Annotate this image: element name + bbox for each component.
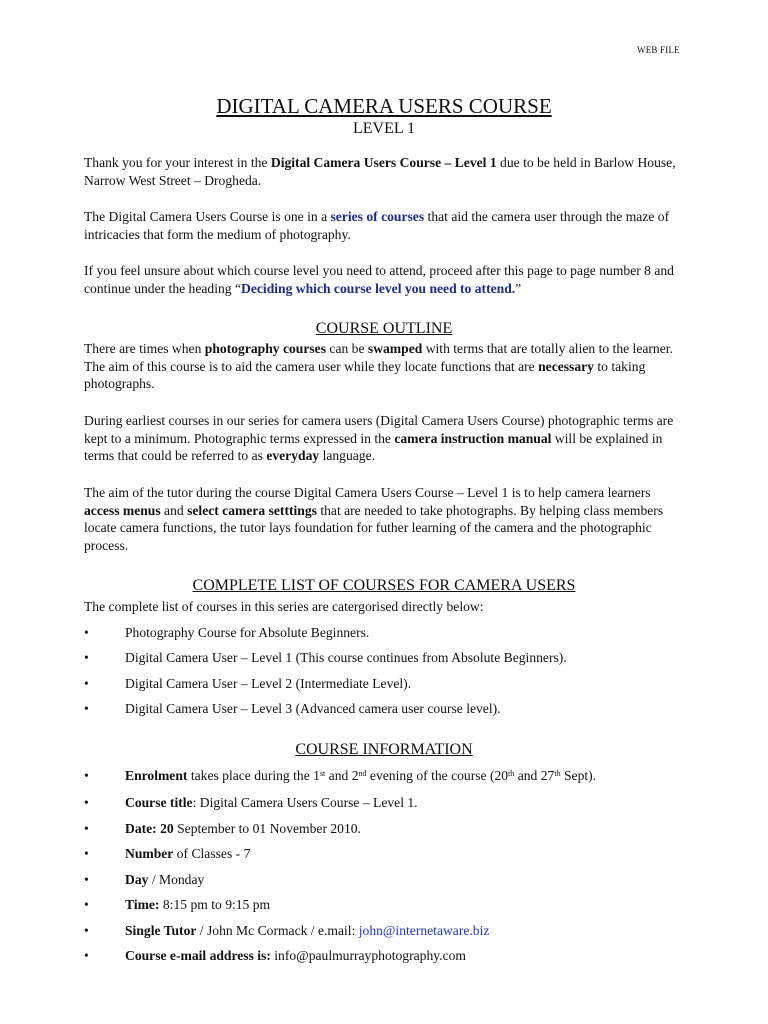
course-list-intro: The complete list of courses in this series are catergorised directly below: (84, 599, 484, 614)
outline-paragraph-1: There are times when photography courses can be swamped with terms that are totally alien to the learner. The aim of this course is to aid the camera user while they locate functions that are necessary to taking photographs. (84, 341, 673, 391)
document-subtitle: LEVEL 1 (352, 120, 416, 137)
course-information-heading: COURSE INFORMATION (295, 741, 473, 758)
course-outline-heading: COURSE OUTLINE (315, 320, 453, 337)
intro-paragraph-1: Thank you for your interest in the Digital Camera Users Course – Level 1 due to be held in Barlow House, Narrow West Street – Drogheda. (84, 155, 676, 188)
web-file-tag: WEB FILE (637, 45, 680, 55)
course-list-heading: COMPLETE LIST OF COURSES FOR CAMERA USERS (192, 577, 576, 594)
deciding-course-level-link[interactable]: Deciding which course level you need to attend. (241, 280, 516, 296)
document-title: DIGITAL CAMERA USERS COURSE (216, 94, 552, 118)
intro-paragraph-3: If you feel unsure about which course level you need to attend, proceed after this page to page number 8 and continue under the heading “Deciding which course level you need to attend.” (84, 263, 674, 296)
series-of-courses-link[interactable]: series of courses (330, 209, 425, 224)
tutor-email-link[interactable]: john@internetaware.biz (358, 923, 490, 938)
outline-paragraph-3: The aim of the tutor during the course Digital Camera Users Course – Level 1 is to help camera learners access menus and select camera setttings that are needed to take photographs. By helping class members locate camera functions, the tutor lays foundation for futher learning of the camera and the photographic process. (84, 485, 664, 553)
intro-paragraph-2: The Digital Camera Users Course is one in a series of courses that aid the camera user through the maze of intricacies that form the medium of photography. (84, 209, 670, 242)
outline-paragraph-2: During earliest courses in our series for camera users (Digital Camera Users Course) photographic terms are kept to a minimum. Photographic terms expressed in the camera instruction manual will be explained in terms that could be referred to as everyday language. (84, 413, 674, 463)
